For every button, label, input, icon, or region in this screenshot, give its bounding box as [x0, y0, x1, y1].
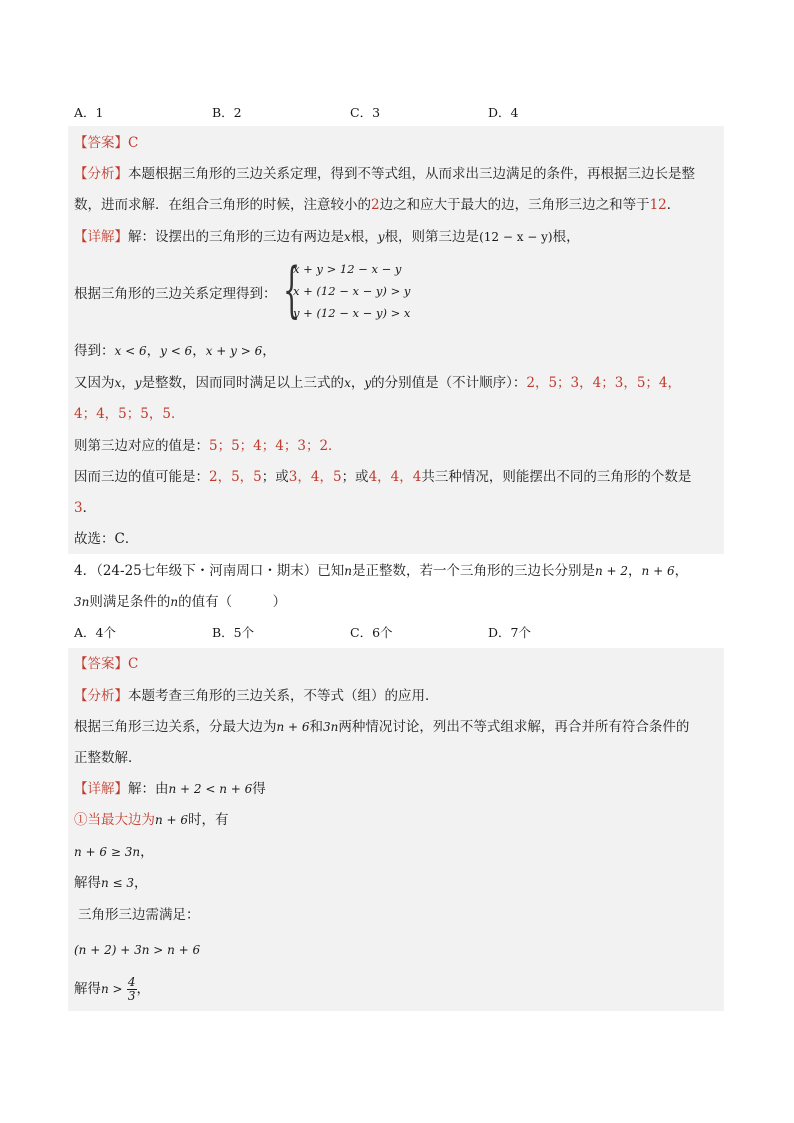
- detail-text: 根，: [552, 229, 580, 245]
- system-line-3: y + (12 − x − y) > x: [293, 306, 411, 320]
- analysis-text: 两种情况讨论，列出不等式组求解，再合并所有符合条件的: [338, 719, 690, 735]
- analysis-text: 本题考查三角形的三边关系，不等式（组）的应用．: [128, 688, 439, 704]
- q4-option-b: B．5个: [212, 625, 255, 640]
- detail-text: 根据三角形的三边关系定理得到：: [74, 286, 277, 302]
- analysis-text: 和: [309, 719, 324, 735]
- q3-answer: [74, 133, 138, 153]
- q3-option-a: A．1: [74, 105, 104, 120]
- q3-possible-line2: [74, 498, 96, 518]
- math-expression: (12 − x − y): [479, 230, 553, 244]
- detail-text: 故选：C．: [74, 531, 139, 547]
- detail-text: 又因为: [74, 375, 115, 391]
- number-value: 2，5；3，4；3，5；4，: [526, 375, 681, 391]
- detail-text: 的分别值是（不计顺序）：: [371, 375, 527, 391]
- q3-option-b: B．2: [212, 105, 242, 120]
- math-expression: n + 6: [641, 564, 675, 578]
- left-brace-icon: {: [283, 255, 301, 325]
- punctuation: ，: [140, 844, 154, 860]
- number-value: 5；5；4；4；3；2．: [209, 438, 342, 454]
- math-var: x: [344, 230, 351, 244]
- punctuation: ，: [192, 343, 206, 359]
- answer-value: C: [128, 135, 139, 151]
- math-expression: x < 6: [114, 344, 147, 358]
- q3-analysis-line2: [74, 195, 680, 215]
- q4-answer: [74, 654, 138, 674]
- detail-text: 解：设摆出的三角形的三边有两边是: [128, 229, 344, 245]
- punctuation: ，: [134, 875, 148, 891]
- q4-analysis-line1: [74, 686, 439, 706]
- answer-tag: 【答案】: [74, 656, 128, 672]
- q4-option-a: A．4个: [74, 625, 116, 640]
- analysis-text: 根据三角形三边关系，分最大边为: [74, 719, 277, 735]
- punctuation: ，: [136, 981, 151, 997]
- detail-text: 根，: [350, 229, 378, 245]
- punctuation: ，: [674, 563, 689, 579]
- punctuation: ，: [146, 343, 161, 359]
- math-expression: x + y > 6: [205, 344, 263, 358]
- q3-analysis-line1: [74, 164, 695, 184]
- punctuation: ，: [350, 375, 365, 391]
- q4-stem-line1: [74, 561, 688, 581]
- q4-option-d: D．7个: [488, 625, 531, 640]
- number-value: 4；4，5；5，5．: [74, 406, 185, 422]
- analysis-text: 本题根据三角形的三边关系定理，得到不等式组，从而求出三边满足的条件，再根据三边长是整: [128, 166, 695, 182]
- math-expression: n + 2 < n + 6: [168, 782, 253, 796]
- q3-values-line1: [74, 373, 681, 393]
- q4-case1-line: [74, 810, 229, 830]
- detail-tag: 【详解】: [74, 781, 128, 797]
- math-expression: n + 6 ≥ 3n: [74, 845, 141, 859]
- math-expression: (n + 2) + 3n > n + 6: [74, 943, 201, 957]
- q4-option-c: C．6个: [350, 625, 393, 640]
- q4-stem-line2: [74, 592, 286, 612]
- q3-got-line: [74, 341, 276, 361]
- analysis-tag: 【分析】: [74, 688, 128, 704]
- detail-text: 得: [252, 781, 266, 797]
- q3-choice: [74, 529, 138, 549]
- q3-possible-line1: [74, 467, 691, 487]
- detail-text: 三角形三边需满足：: [78, 907, 200, 923]
- detail-text: ；或: [261, 469, 289, 485]
- math-var: y: [377, 230, 385, 244]
- q4-analysis-line2: [74, 717, 689, 737]
- math-expression: n ≤ 3: [101, 876, 135, 890]
- number-value: 3，4，5: [288, 469, 342, 485]
- detail-text: 时，有: [188, 812, 229, 828]
- math-var: y: [134, 376, 142, 390]
- number-value: 2，5，5: [209, 469, 262, 485]
- analysis-tag: 【分析】: [74, 166, 128, 182]
- q3-option-c: C．3: [350, 105, 381, 120]
- fraction-denominator: 3: [127, 989, 136, 1003]
- math-expression: y < 6: [160, 344, 193, 358]
- number-value: 2: [371, 197, 380, 213]
- q4-solution2: [74, 975, 150, 1003]
- q3-system-label: [74, 284, 277, 304]
- q4-inequality1: [74, 842, 154, 862]
- q4-analysis-line3: [74, 748, 142, 768]
- q4-solution1: [74, 873, 148, 893]
- punctuation: ，: [262, 343, 276, 359]
- answer-tag: 【答案】: [74, 135, 128, 151]
- math-expression: 3n: [74, 595, 90, 609]
- detail-text: ；或: [341, 469, 369, 485]
- detail-text: 根，则第三边是: [384, 229, 480, 245]
- q3-solution-panel: [68, 126, 724, 554]
- analysis-text: 数，进而求解．在组合三角形的时候，注意较小的: [74, 197, 371, 213]
- detail-text: 是整数，因而同时满足以上三式的: [141, 375, 345, 391]
- math-var: n: [170, 595, 179, 609]
- question-text: 是正整数，若一个三角形的三边长分别是: [352, 563, 595, 579]
- case-label: ①当最大边为: [74, 812, 155, 828]
- answer-value: C: [128, 656, 139, 672]
- math-expression: n + 6: [276, 720, 310, 734]
- q3-third-side-line: [74, 436, 342, 456]
- question-text: 4．（24-25七年级下・河南周口・期末）已知: [74, 563, 345, 579]
- punctuation: ，: [628, 563, 642, 579]
- punctuation: ，: [121, 375, 135, 391]
- analysis-text: 边之和应大于最大的边，三角形三边之和等于: [379, 197, 650, 213]
- q4-inequality2: [74, 940, 200, 960]
- detail-text: 则第三边对应的值是：: [74, 438, 209, 454]
- q4-condition: [78, 905, 200, 925]
- math-var: y: [364, 376, 372, 390]
- q3-option-d: D．4: [488, 105, 519, 120]
- system-line-2: x + (12 − x − y) > y: [293, 284, 411, 298]
- math-expression: n + 2: [595, 564, 629, 578]
- detail-tag: 【详解】: [74, 229, 128, 245]
- detail-text: 解得: [74, 875, 101, 891]
- math-expression: 3n: [323, 720, 339, 734]
- math-var: x: [114, 376, 122, 390]
- question-text: 则满足条件的: [89, 594, 171, 610]
- q3-values-line2: [74, 404, 184, 424]
- inequality-system: [283, 255, 423, 326]
- detail-text: 共三种情况，则能摆出不同的三角形的个数是: [421, 469, 692, 485]
- punctuation: ．: [666, 197, 681, 213]
- q4-detail-line1: [74, 779, 266, 799]
- system-line-1: x + y > 12 − x − y: [293, 262, 402, 276]
- detail-text: 因而三边的值可能是：: [74, 469, 209, 485]
- math-expression: n >: [101, 982, 123, 996]
- number-value: 12: [649, 197, 667, 213]
- math-expression: n + 6: [155, 813, 189, 827]
- detail-text: 得到：: [74, 343, 115, 359]
- fraction: [127, 976, 137, 1003]
- fraction-numerator: 4: [127, 975, 136, 989]
- math-var: n: [344, 564, 352, 578]
- analysis-text: 正整数解．: [74, 750, 142, 766]
- detail-text: 解得: [74, 981, 101, 997]
- number-value: 3: [74, 500, 83, 516]
- question-text: 的值有（ ）: [178, 594, 287, 610]
- detail-text: 解：由: [128, 781, 169, 797]
- math-var: x: [344, 376, 351, 390]
- number-value: 4，4，4: [368, 469, 422, 485]
- q3-detail-line1: [74, 227, 580, 247]
- punctuation: ．: [82, 500, 97, 516]
